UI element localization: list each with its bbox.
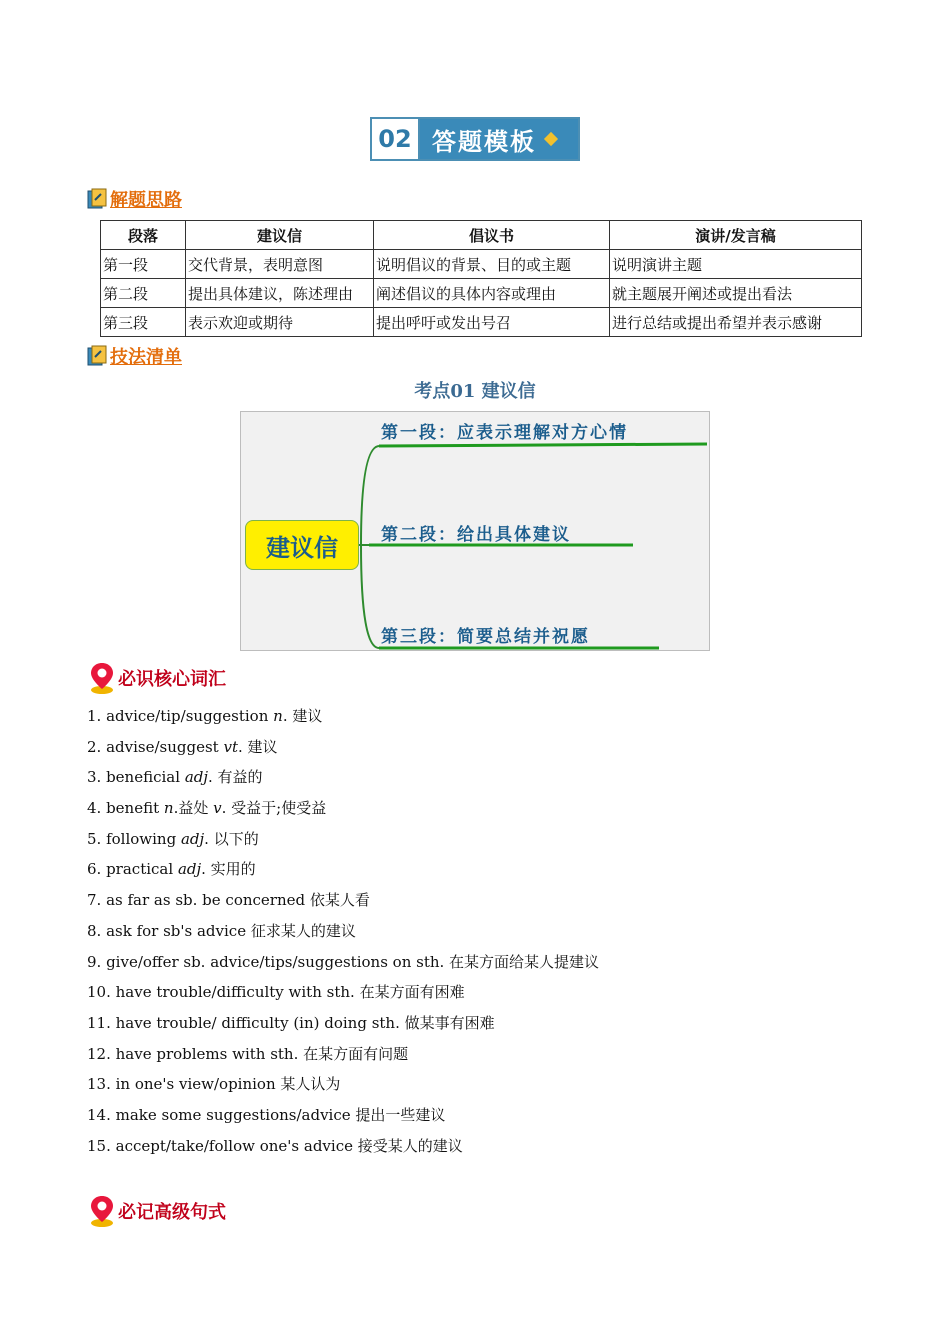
table-row [101, 279, 862, 308]
table-cell: 表示欢迎或期待 [186, 308, 374, 337]
section-title: 技法清单 [110, 347, 182, 368]
list-item: 14. make some suggestions/advice 提出一些建议 [87, 1105, 446, 1124]
list-item: 15. accept/take/follow one's advice 接受某人的建议 [87, 1136, 463, 1155]
table-header-row [101, 221, 862, 250]
diagram-branch-2: 第二段：给出具体建议 [381, 525, 571, 545]
letter-structure-diagram [240, 411, 710, 651]
table-cell: 交代背景，表明意图 [186, 250, 374, 279]
sentence-heading-title: 必记高级句式 [118, 1202, 226, 1223]
list-item: 13. in one's view/opinion 某人认为 [87, 1075, 341, 1094]
diagram-center-node: 建议信 [245, 520, 359, 570]
table-cell: 提出具体建议，陈述理由 [186, 279, 374, 308]
table-cell: 第一段 [101, 250, 186, 279]
list-item: 2. advise/suggest vt. 建议 [87, 737, 278, 756]
section-title: 解题思路 [110, 190, 182, 211]
table-cell: 说明倡议的背景、目的或主题 [374, 250, 610, 279]
table-header: 建议信 [186, 221, 374, 250]
table-cell: 第三段 [101, 308, 186, 337]
list-item: 8. ask for sb's advice 征求某人的建议 [87, 921, 356, 940]
vocab-list [87, 705, 599, 1165]
section-banner [370, 117, 580, 161]
table-cell: 阐述倡议的具体内容或理由 [374, 279, 610, 308]
banner-title: 答题模板 [432, 127, 536, 156]
map-pin-icon [88, 661, 116, 695]
table-cell: 就主题展开阐述或提出看法 [610, 279, 862, 308]
table-cell: 进行总结或提出希望并表示感谢 [610, 308, 862, 337]
table-header: 演讲/发言稿 [610, 221, 862, 250]
diagram-branch-1: 第一段：应表示理解对方心情 [381, 423, 628, 443]
list-item: 9. give/offer sb. advice/tips/suggestions on sth. 在某方面给某人提建议 [87, 952, 600, 971]
list-item: 10. have trouble/difficulty with sth. 在某方面有困难 [87, 983, 465, 1002]
book-icon [86, 345, 108, 367]
diamond-icon [544, 132, 558, 146]
table-cell: 第二段 [101, 279, 186, 308]
list-item: 1. advice/tip/suggestion n. 建议 [87, 707, 323, 725]
vocab-heading [88, 661, 226, 695]
section-heading-approach [86, 186, 182, 212]
paragraph-table [100, 220, 862, 337]
list-item: 5. following adj. 以下的 [87, 829, 259, 848]
vocab-heading-title: 必识核心词汇 [118, 669, 226, 690]
table-row [101, 308, 862, 337]
key-point-title: 考点01 建议信 [414, 381, 536, 402]
table-header: 倡议书 [374, 221, 610, 250]
diagram-branch-3: 第三段：简要总结并祝愿 [381, 627, 590, 647]
sentence-heading [88, 1194, 226, 1228]
table-row [101, 250, 862, 279]
map-pin-icon [88, 1194, 116, 1228]
table-cell: 说明演讲主题 [610, 250, 862, 279]
branch-line [379, 444, 707, 446]
list-item: 3. beneficial adj. 有益的 [87, 768, 263, 787]
section-heading-techniques [86, 343, 182, 369]
banner-title-box [420, 119, 578, 159]
table-header: 段落 [101, 221, 186, 250]
book-icon [86, 188, 108, 210]
list-item: 4. benefit n.益处 v. 受益于;使受益 [87, 799, 327, 818]
list-item: 7. as far as sb. be concerned 依某人看 [87, 891, 370, 910]
list-item: 6. practical adj. 实用的 [87, 860, 256, 879]
list-item: 11. have trouble/ difficulty (in) doing sth. 做某事有困难 [87, 1013, 495, 1032]
list-item: 12. have problems with sth. 在某方面有问题 [87, 1044, 409, 1063]
table-cell: 提出呼吁或发出号召 [374, 308, 610, 337]
banner-number: 02 [372, 119, 420, 159]
